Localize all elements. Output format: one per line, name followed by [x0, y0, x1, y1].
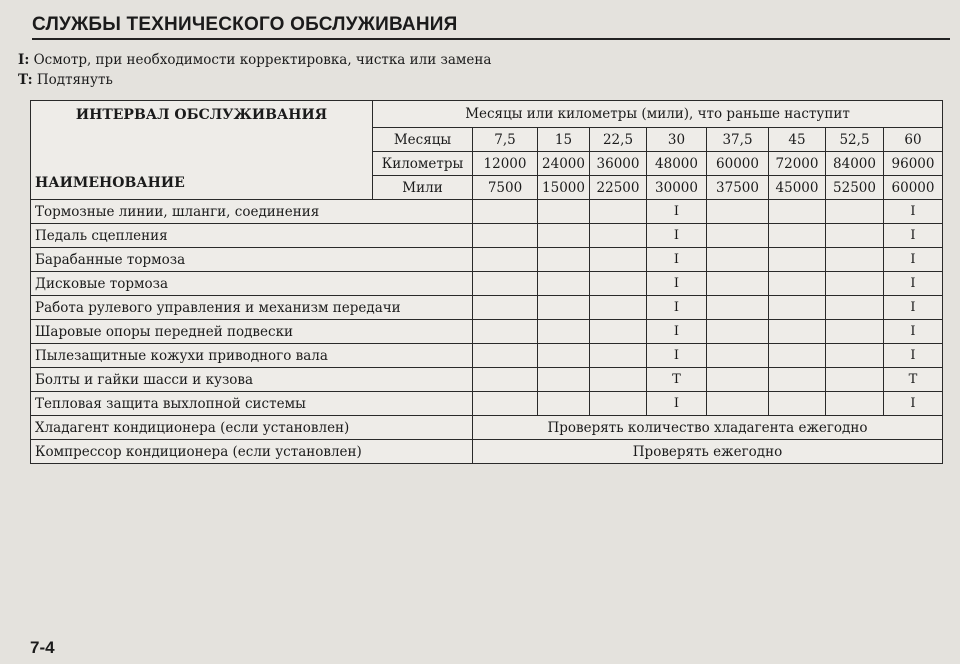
- miles-value: 60000: [884, 176, 943, 200]
- miles-value: 22500: [590, 176, 647, 200]
- service-mark: I: [884, 320, 943, 344]
- km-value: 96000: [884, 152, 943, 176]
- service-mark: [538, 344, 590, 368]
- service-mark: [473, 272, 538, 296]
- miles-value: 30000: [647, 176, 707, 200]
- legend-inspect: [18, 52, 491, 68]
- table-row: [31, 296, 943, 320]
- service-mark: [769, 248, 826, 272]
- km-value: 24000: [538, 152, 590, 176]
- service-mark: [590, 368, 647, 392]
- service-mark: [769, 344, 826, 368]
- miles-value: 15000: [538, 176, 590, 200]
- km-value: 12000: [473, 152, 538, 176]
- legend-inspect-text: Осмотр, при необходимости корректировка, чистка или замена: [29, 52, 492, 68]
- service-mark: [826, 368, 884, 392]
- months-value: 22,5: [590, 128, 647, 152]
- table-row: [31, 224, 943, 248]
- service-mark: I: [884, 296, 943, 320]
- legend-tighten-key: T:: [18, 72, 33, 88]
- service-mark: I: [647, 296, 707, 320]
- service-mark: T: [647, 368, 707, 392]
- service-mark: T: [884, 368, 943, 392]
- km-value: 72000: [769, 152, 826, 176]
- months-value: 15: [538, 128, 590, 152]
- miles-label: Мили: [373, 176, 473, 200]
- service-mark: [590, 248, 647, 272]
- page-title: СЛУЖБЫ ТЕХНИЧЕСКОГО ОБСЛУЖИВАНИЯ: [32, 14, 950, 40]
- header-row-period: [31, 101, 943, 128]
- service-mark: [707, 200, 769, 224]
- months-value: 30: [647, 128, 707, 152]
- interval-title: ИНТЕРВАЛ ОБСЛУЖИВАНИЯ: [75, 107, 328, 123]
- service-mark: [473, 224, 538, 248]
- service-mark: I: [884, 272, 943, 296]
- service-mark: [826, 248, 884, 272]
- service-mark: [473, 200, 538, 224]
- km-value: 48000: [647, 152, 707, 176]
- miles-value: 37500: [707, 176, 769, 200]
- service-mark: I: [647, 224, 707, 248]
- item-name: Педаль сцепления: [31, 224, 473, 248]
- miles-value: 45000: [769, 176, 826, 200]
- service-mark: [538, 200, 590, 224]
- service-mark: [590, 320, 647, 344]
- page-number: 7-4: [30, 638, 55, 657]
- service-mark: [473, 344, 538, 368]
- months-value: 52,5: [826, 128, 884, 152]
- interval-header-cell: [31, 101, 373, 200]
- table-row: [31, 440, 943, 464]
- maintenance-schedule-table: [30, 100, 943, 464]
- service-mark: [769, 224, 826, 248]
- service-mark: [769, 320, 826, 344]
- miles-value: 52500: [826, 176, 884, 200]
- annual-check-text: Проверять ежегодно: [473, 440, 943, 464]
- item-name: Барабанные тормоза: [31, 248, 473, 272]
- service-mark: [826, 296, 884, 320]
- service-mark: [707, 344, 769, 368]
- service-mark: [826, 392, 884, 416]
- service-mark: [826, 344, 884, 368]
- service-mark: [590, 296, 647, 320]
- service-mark: [707, 272, 769, 296]
- months-value: 45: [769, 128, 826, 152]
- km-label: Километры: [373, 152, 473, 176]
- item-name: Работа рулевого управления и механизм передачи: [31, 296, 473, 320]
- km-value: 60000: [707, 152, 769, 176]
- name-header: НАИМЕНОВАНИЕ: [35, 175, 185, 191]
- legend-tighten-text: Подтянуть: [32, 72, 113, 88]
- months-value: 7,5: [473, 128, 538, 152]
- service-mark: [707, 320, 769, 344]
- service-mark: [590, 392, 647, 416]
- service-mark: [538, 320, 590, 344]
- service-mark: [769, 296, 826, 320]
- service-mark: [769, 200, 826, 224]
- table-row: [31, 248, 943, 272]
- table-row: [31, 368, 943, 392]
- service-mark: [473, 248, 538, 272]
- service-mark: [826, 200, 884, 224]
- annual-check-text: Проверять количество хладагента ежегодно: [473, 416, 943, 440]
- service-mark: [707, 392, 769, 416]
- service-mark: I: [884, 392, 943, 416]
- service-mark: [473, 320, 538, 344]
- service-mark: [590, 200, 647, 224]
- item-name: Тормозные линии, шланги, соединения: [31, 200, 473, 224]
- service-mark: I: [647, 320, 707, 344]
- service-mark: [769, 392, 826, 416]
- service-mark: [826, 320, 884, 344]
- item-name: Шаровые опоры передней подвески: [31, 320, 473, 344]
- months-label: Месяцы: [373, 128, 473, 152]
- service-mark: [707, 248, 769, 272]
- service-mark: I: [884, 224, 943, 248]
- service-mark: I: [647, 344, 707, 368]
- item-name: Тепловая защита выхлопной системы: [31, 392, 473, 416]
- service-mark: [826, 272, 884, 296]
- service-mark: [473, 296, 538, 320]
- service-mark: [769, 368, 826, 392]
- item-name: Хладагент кондиционера (если установлен): [31, 416, 473, 440]
- table-row: [31, 392, 943, 416]
- service-mark: I: [884, 344, 943, 368]
- months-value: 60: [884, 128, 943, 152]
- service-mark: [538, 296, 590, 320]
- months-value: 37,5: [707, 128, 769, 152]
- service-mark: [826, 224, 884, 248]
- service-mark: [538, 368, 590, 392]
- service-mark: [707, 368, 769, 392]
- service-mark: [538, 248, 590, 272]
- service-mark: I: [647, 392, 707, 416]
- service-mark: [590, 224, 647, 248]
- service-mark: I: [884, 200, 943, 224]
- service-mark: [473, 392, 538, 416]
- item-name: Болты и гайки шасси и кузова: [31, 368, 473, 392]
- service-mark: I: [647, 200, 707, 224]
- table-row: [31, 200, 943, 224]
- service-mark: [590, 272, 647, 296]
- table-row: [31, 416, 943, 440]
- item-name: Дисковые тормоза: [31, 272, 473, 296]
- period-header: Месяцы или километры (мили), что раньше наступит: [373, 101, 943, 128]
- service-mark: I: [647, 248, 707, 272]
- item-name: Пылезащитные кожухи приводного вала: [31, 344, 473, 368]
- service-mark: [590, 344, 647, 368]
- service-mark: [769, 272, 826, 296]
- table-row: [31, 320, 943, 344]
- item-name: Компрессор кондиционера (если установлен): [31, 440, 473, 464]
- service-mark: [473, 368, 538, 392]
- service-mark: [538, 392, 590, 416]
- legend-inspect-key: I:: [18, 52, 30, 68]
- table-row: [31, 272, 943, 296]
- service-mark: I: [647, 272, 707, 296]
- km-value: 84000: [826, 152, 884, 176]
- service-mark: I: [884, 248, 943, 272]
- table-row: [31, 344, 943, 368]
- service-mark: [538, 272, 590, 296]
- service-mark: [707, 296, 769, 320]
- miles-value: 7500: [473, 176, 538, 200]
- legend-tighten: [18, 72, 113, 88]
- service-mark: [707, 224, 769, 248]
- km-value: 36000: [590, 152, 647, 176]
- service-mark: [538, 224, 590, 248]
